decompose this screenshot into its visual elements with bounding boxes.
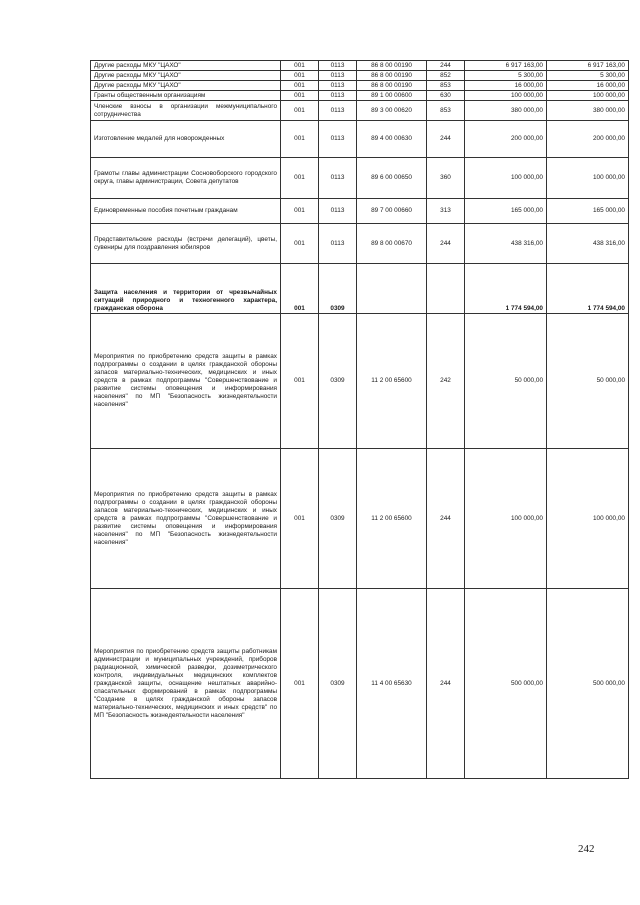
target-code: 89 1 00 00600 [357, 91, 427, 101]
target-code: 89 6 00 00650 [357, 158, 427, 199]
table-row [91, 158, 629, 199]
admin-code: 001 [281, 589, 319, 779]
expense-type: 852 [427, 71, 465, 81]
amount-2: 5 300,00 [547, 71, 629, 81]
budget-table-body [91, 61, 629, 779]
amount-2: 16 000,00 [547, 81, 629, 91]
section-code: 0113 [319, 224, 357, 264]
row-name: Мероприятия по приобретению средств защиты работникам администрации и муниципальных учреждений, приборов радиационной, химической разведки, дозиметрического контроля, индивидуальных медицинских комплектов гражданской защиты, оснащение нештатных аварийно-спасательных формирований в рамках подпрограммы "Создание в целях гражданской обороны запасов материально-технических, медицинских и иных средств" по МП "Безопасность жизнедеятельности населения" [91, 589, 281, 779]
amount-1: 50 000,00 [465, 314, 547, 449]
amount-2: 165 000,00 [547, 199, 629, 224]
target-code: 89 7 00 00660 [357, 199, 427, 224]
amount-2: 100 000,00 [547, 91, 629, 101]
row-name: Другие расходы МКУ "ЦАХО" [91, 61, 281, 71]
row-name: Изготовление медалей для новорожденных [91, 121, 281, 158]
table-row [91, 71, 629, 81]
amount-2: 100 000,00 [547, 449, 629, 589]
section-code: 0309 [319, 589, 357, 779]
row-name: Другие расходы МКУ "ЦАХО" [91, 71, 281, 81]
row-name: Мероприятия по приобретению средств защиты в рамках подпрограммы о создании в целях гражданской обороны запасов материально-технических, медицинских и иных средств в рамках подпрограммы "Совершенствование и развитие системы оповещения и информирования населения" по МП "Безопасность жизнедеятельности населения" [91, 314, 281, 449]
target-code: 89 3 00 00620 [357, 101, 427, 121]
table-row [91, 121, 629, 158]
row-name: Представительские расходы (встречи делегаций), цветы, сувениры для поздравления юбиляров [91, 224, 281, 264]
amount-1: 380 000,00 [465, 101, 547, 121]
table-row [91, 264, 629, 314]
amount-1: 1 774 594,00 [465, 264, 547, 314]
row-name: Единовременные пособия почетным гражданам [91, 199, 281, 224]
expense-type: 244 [427, 449, 465, 589]
table-row [91, 449, 629, 589]
row-name: Грамоты главы администрации Сосновоборского городского округа, главы администрации, Совета депутатов [91, 158, 281, 199]
expense-type: 244 [427, 224, 465, 264]
amount-1: 500 000,00 [465, 589, 547, 779]
amount-2: 500 000,00 [547, 589, 629, 779]
row-name: Другие расходы МКУ "ЦАХО" [91, 81, 281, 91]
table-row [91, 61, 629, 71]
amount-1: 165 000,00 [465, 199, 547, 224]
admin-code: 001 [281, 224, 319, 264]
amount-1: 5 300,00 [465, 71, 547, 81]
target-code [357, 264, 427, 314]
table-row [91, 314, 629, 449]
amount-1: 100 000,00 [465, 91, 547, 101]
amount-1: 438 316,00 [465, 224, 547, 264]
amount-2: 200 000,00 [547, 121, 629, 158]
section-code: 0113 [319, 61, 357, 71]
amount-2: 438 316,00 [547, 224, 629, 264]
admin-code: 001 [281, 199, 319, 224]
section-code: 0113 [319, 101, 357, 121]
expense-type: 853 [427, 101, 465, 121]
admin-code: 001 [281, 158, 319, 199]
row-name: Членские взносы в организации межмуниципального сотрудничества [91, 101, 281, 121]
section-code: 0309 [319, 264, 357, 314]
amount-1: 6 917 163,00 [465, 61, 547, 71]
expense-type: 244 [427, 61, 465, 71]
expense-type [427, 264, 465, 314]
section-code: 0113 [319, 199, 357, 224]
section-code: 0113 [319, 91, 357, 101]
admin-code: 001 [281, 61, 319, 71]
amount-2: 100 000,00 [547, 158, 629, 199]
admin-code: 001 [281, 121, 319, 158]
expense-type: 244 [427, 589, 465, 779]
admin-code: 001 [281, 71, 319, 81]
row-name: Мероприятия по приобретению средств защиты в рамках подпрограммы о создании в целях гражданской обороны запасов материально-технических, медицинских и иных средств в рамках подпрограммы "Совершенствование и развитие системы оповещения и информирования населения" по МП "Безопасность жизнедеятельности населения" [91, 449, 281, 589]
section-code: 0113 [319, 121, 357, 158]
expense-type: 244 [427, 121, 465, 158]
admin-code: 001 [281, 91, 319, 101]
budget-table [90, 60, 629, 779]
table-row [91, 81, 629, 91]
amount-2: 50 000,00 [547, 314, 629, 449]
expense-type: 853 [427, 81, 465, 91]
expense-type: 242 [427, 314, 465, 449]
admin-code: 001 [281, 101, 319, 121]
admin-code: 001 [281, 81, 319, 91]
target-code: 11 2 00 65600 [357, 314, 427, 449]
amount-2: 6 917 163,00 [547, 61, 629, 71]
section-code: 0113 [319, 81, 357, 91]
section-code: 0309 [319, 449, 357, 589]
target-code: 11 4 00 65630 [357, 589, 427, 779]
target-code: 86 8 00 00190 [357, 81, 427, 91]
target-code: 89 4 00 00630 [357, 121, 427, 158]
row-name: Защита населения и территории от чрезвычайных ситуаций природного и техногенного характера, гражданская оборона [91, 264, 281, 314]
expense-type: 630 [427, 91, 465, 101]
amount-2: 380 000,00 [547, 101, 629, 121]
expense-type: 360 [427, 158, 465, 199]
target-code: 11 2 00 65600 [357, 449, 427, 589]
admin-code: 001 [281, 449, 319, 589]
admin-code: 001 [281, 314, 319, 449]
section-code: 0309 [319, 314, 357, 449]
table-row [91, 589, 629, 779]
row-name: Гранты общественным организациям [91, 91, 281, 101]
table-row [91, 91, 629, 101]
page-number: 242 [578, 843, 595, 855]
section-code: 0113 [319, 71, 357, 81]
section-code: 0113 [319, 158, 357, 199]
amount-2: 1 774 594,00 [547, 264, 629, 314]
amount-1: 100 000,00 [465, 449, 547, 589]
target-code: 86 8 00 00190 [357, 71, 427, 81]
admin-code: 001 [281, 264, 319, 314]
table-row [91, 224, 629, 264]
amount-1: 100 000,00 [465, 158, 547, 199]
expense-type: 313 [427, 199, 465, 224]
table-row [91, 101, 629, 121]
amount-1: 16 000,00 [465, 81, 547, 91]
table-row [91, 199, 629, 224]
target-code: 89 8 00 00670 [357, 224, 427, 264]
target-code: 86 8 00 00190 [357, 61, 427, 71]
amount-1: 200 000,00 [465, 121, 547, 158]
